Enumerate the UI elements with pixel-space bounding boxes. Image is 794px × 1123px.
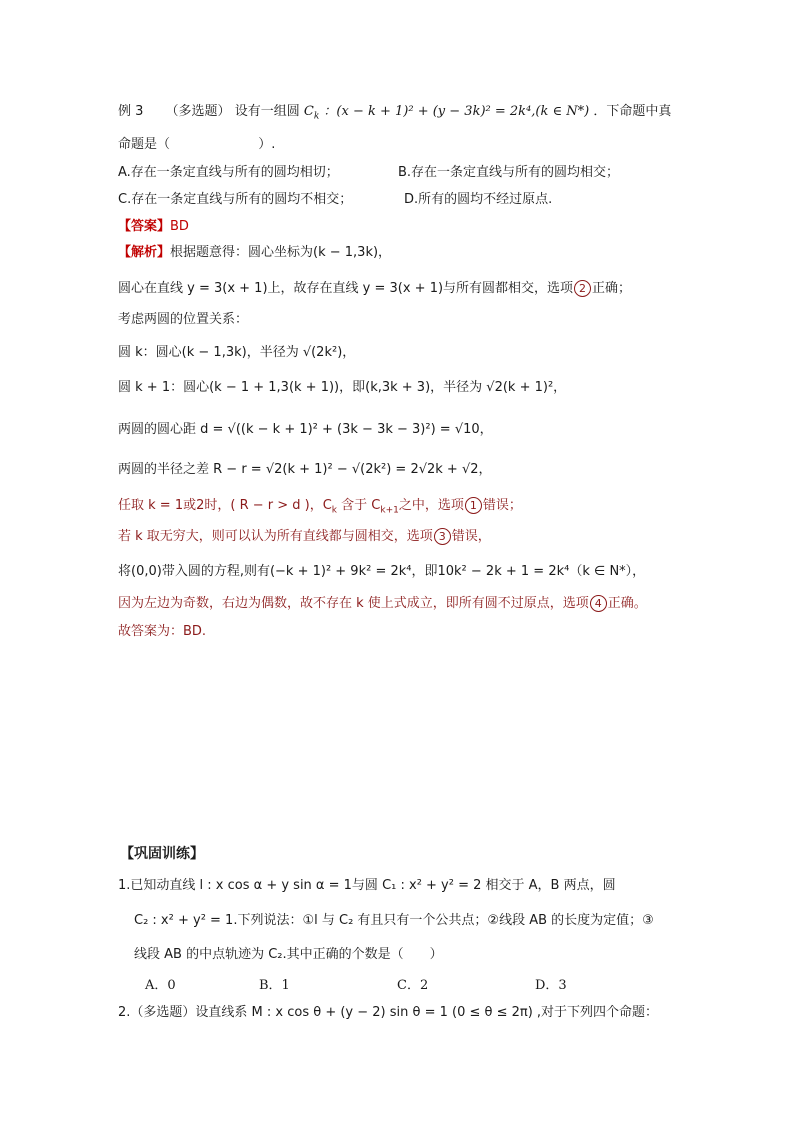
- circle-name: C: [303, 104, 314, 119]
- analysis-label: 【解析】: [118, 245, 171, 260]
- q1-option-c: C．2: [397, 978, 429, 993]
- q2-line1: 2.（多选题）设直线系 M : x cos θ + (y − 2) sin θ = 1 (0 ≤ θ ≤ 2π) ,对于下列四个命题：: [118, 1005, 659, 1020]
- answer-label: 【答案】: [118, 219, 171, 234]
- analysis-text8c: 之中，选项: [398, 498, 464, 513]
- analysis-text2a: 圆心在直线 y = 3(x + 1)上，故存在直线 y = 3(x + 1)与所有圆都相交，选项: [118, 281, 574, 296]
- analysis-text11b: 正确。: [607, 596, 647, 611]
- analysis-line9: [118, 527, 491, 547]
- example-stem-line2: [118, 135, 275, 155]
- analysis-sub8b: k+1: [380, 505, 399, 516]
- analysis-line5: 圆 k + 1：圆心(k − 1 + 1,3(k + 1))，即(k,3k + 3)，半径为 √2(k + 1)²，: [118, 380, 567, 395]
- analysis-text9a: 若 k 取无穷大，则可以认为所有直线都与圆相交，选项: [118, 529, 433, 544]
- analysis-text1: 根据题意得：圆心坐标为(k − 1,3k)，: [170, 245, 392, 260]
- analysis-line8: [118, 496, 522, 521]
- analysis-line3: 考虑两圆的位置关系：: [118, 312, 249, 327]
- analysis-line12: 故答案为：BD.: [118, 624, 207, 639]
- practice-heading: 【巩固训练】: [120, 846, 204, 862]
- analysis-line4: 圆 k：圆心(k − 1,3k)，半径为 √(2k²)，: [118, 345, 356, 360]
- q1-line2: C₂ : x² + y² = 1.下列说法：①l 与 C₂ 有且只有一个公共点；②线段 AB 的长度为定值；③: [134, 913, 654, 928]
- example-label: 例 3: [118, 104, 144, 119]
- q1-line3: 线段 AB 的中点轨迹为 C₂.其中正确的个数是（ ）: [134, 947, 443, 962]
- option-b: B.存在一条定直线与所有的圆均相交；: [398, 165, 620, 180]
- analysis-line2: [118, 279, 631, 299]
- example-tag: （多选题）: [165, 104, 231, 119]
- circled-4-icon: 4: [590, 595, 607, 612]
- analysis-text9b: 错误，: [451, 529, 491, 544]
- circle-sub: k: [313, 111, 320, 122]
- analysis-text11a: 因为左边为奇数，右边为偶数，故不存在 k 使上式成立，即所有圆不过原点，选项: [118, 596, 589, 611]
- analysis-sub8a: k: [331, 505, 338, 516]
- circled-1-icon: 1: [465, 497, 482, 514]
- example-stem-b: ．下命题中真: [593, 104, 672, 119]
- q1-option-a: A．0: [145, 978, 176, 993]
- analysis-text2b: 正确；: [592, 281, 632, 296]
- example-stem-c-end: ）.: [258, 137, 276, 152]
- circled-3-icon: 3: [434, 528, 451, 545]
- analysis-line10: 将(0,0)带入圆的方程,则有(−k + 1)² + 9k² = 2k⁴，即10k² − 2k + 1 = 2k⁴（k ∈ N*），: [118, 564, 646, 579]
- example-stem-c: 命题是（: [118, 137, 171, 152]
- analysis-line1: [118, 243, 391, 263]
- q1-line1: 1.已知动直线 l : x cos α + y sin α = 1与圆 C₁ : x² + y² = 2 相交于 A，B 两点，圆: [118, 878, 616, 893]
- analysis-text8d: 错误；: [482, 498, 522, 513]
- example-stem-line1: [118, 102, 671, 127]
- example-stem-a: 设有一组圆: [234, 104, 300, 119]
- option-a: A.存在一条定直线与所有的圆均相切；: [118, 165, 339, 180]
- analysis-line6: 两圆的圆心距 d = √((k − k + 1)² + (3k − 3k − 3)²) = √10，: [118, 422, 493, 437]
- circle-equation: ：(x − k + 1)² + (y − 3k)² = 2k⁴,(k ∈ N*): [323, 104, 590, 119]
- answer-value: BD: [170, 219, 189, 234]
- q1-option-b: B．1: [259, 978, 290, 993]
- q1-option-d: D．3: [535, 978, 567, 993]
- circled-2-icon: 2: [574, 280, 591, 297]
- analysis-line7: 两圆的半径之差 R − r = √2(k + 1)² − √(2k²) = 2√2k + √2，: [118, 462, 492, 477]
- option-d: D.所有的圆均不经过原点.: [404, 192, 553, 207]
- option-c: C.存在一条定直线与所有的圆均不相交；: [118, 192, 353, 207]
- answer-line: [118, 217, 189, 237]
- analysis-text8a: 任取 k = 1或2时，( R − r > d )，C: [118, 498, 332, 513]
- analysis-text8b: 含于 C: [337, 498, 381, 513]
- analysis-line11: [118, 594, 647, 614]
